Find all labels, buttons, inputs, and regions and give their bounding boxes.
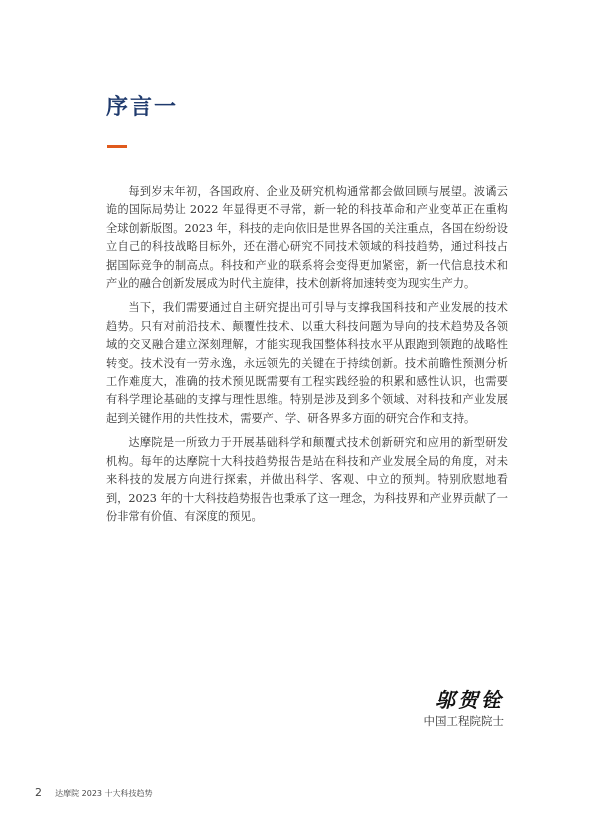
paragraph-3: 达摩院是一所致力于开展基础科学和颠覆式技术创新研究和应用的新型研发机构。每年的达摩院十大科技趋势报告是站在科技和产业发展全局的角度，对未来科技的发展方向进行探索，并做出科学、客观、中立的预判。特别欣慰地看到，2023 年的十大科技趋势报告也秉承了这一理念，为科技界和产业界贡献了一份非常有价值、有深度的预见。 bbox=[106, 436, 508, 523]
paragraph-1: 每到岁末年初，各国政府、企业及研究机构通常都会做回顾与展望。波谲云诡的国际局势让 2022 年显得更不寻常，新一轮的科技革命和产业变革正在重构全球创新版图。2023 年，科技的走向依旧是世界各国的关注重点，各国在纷纷设立自己的科技战略目标外，还在潜心研究不同技术领域的科技趋势，通过科技占据国际竞争的制高点。科技和产业的联系将会变得更加紧密，新一代信息技术和产业的融合创新发展成为时代主旋律，技术创新将加速转变为现实生产力。 bbox=[106, 185, 508, 291]
footer-text: 达摩院 2023 十大科技趋势 bbox=[55, 789, 153, 798]
page-title: 序言一 bbox=[106, 95, 179, 120]
body-text bbox=[106, 183, 508, 532]
title-accent-bar bbox=[107, 145, 127, 148]
author-signature: 邬贺铨 bbox=[435, 688, 504, 712]
page-number: 2 bbox=[35, 786, 42, 799]
page-footer bbox=[35, 781, 153, 800]
author-title: 中国工程院院士 bbox=[423, 714, 504, 728]
paragraph-2: 当下，我们需要通过自主研究提出可引导与支撑我国科技和产业发展的技术趋势。只有对前沿技术、颠覆性技术、以重大科技问题为导向的技术趋势及各领域的交叉融合建立深刻理解，才能实现我国整体科技水平从跟跑到领跑的战略性转变。技术没有一劳永逸，永远领先的关键在于持续创新。技术前瞻性预测分析工作难度大，准确的技术预见既需要有工程实践经验的积累和感性认识，也需要有科学理论基础的支撑与理性思维。特别是涉及到多个领域、对科技和产业发展起到关键作用的共性技术，需要产、学、研各界多方面的研究合作和支持。 bbox=[106, 301, 508, 425]
